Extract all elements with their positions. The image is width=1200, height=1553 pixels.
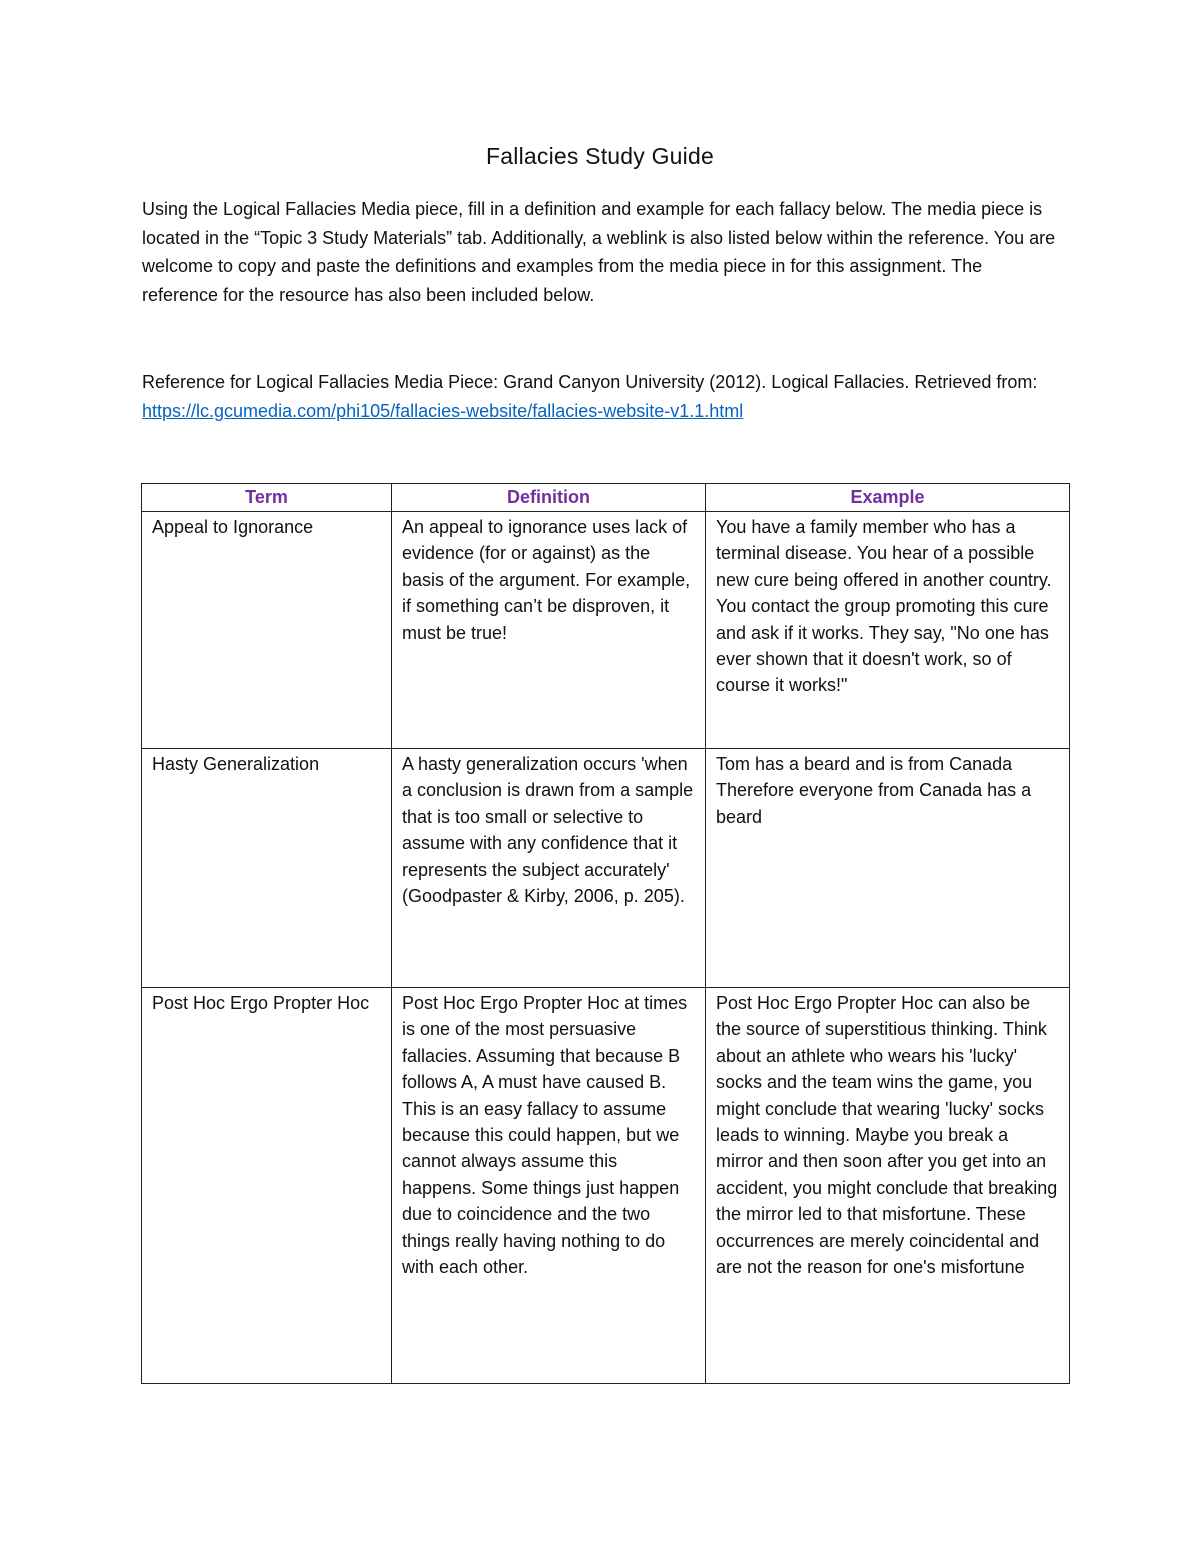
example-text: You have a family member who has a terminal disease. You hear of a possible new cure being offered in another country. You contact the group promoting this cure and ask if it works. They say, "No one has ever shown that it doesn't work, so of course it works!" [716, 517, 1052, 696]
table-row [142, 988, 1070, 1384]
intro-paragraph: Using the Logical Fallacies Media piece, fill in a definition and example for each fallacy below. The media piece is located in the “Topic 3 Study Materials” tab. Additionally, a weblink is also listed below within the reference. You are welcome to copy and paste the definitions and examples from the media piece in for this assignment. The reference for the resource has also been included below. [142, 199, 1056, 305]
example-cell [706, 988, 1070, 1384]
table-header-row [142, 484, 1070, 512]
example-cell [706, 749, 1070, 988]
term-cell [142, 988, 392, 1384]
definition-cell [392, 988, 706, 1384]
example-text-line-2: Therefore everyone from Canada has a beard [716, 780, 1032, 827]
example-text-line-1: Tom has a beard and is from Canada [716, 754, 1013, 774]
definition-cell [392, 512, 706, 749]
header-term: Term [142, 484, 392, 512]
term-text: Appeal to Ignorance [152, 517, 314, 537]
page-title: Fallacies Study Guide [486, 143, 714, 169]
term-cell [142, 512, 392, 749]
header-example: Example [706, 484, 1070, 512]
reference-link[interactable]: https://lc.gcumedia.com/phi105/fallacies-website/fallacies-website-v1.1.html [142, 400, 744, 421]
term-cell [142, 749, 392, 988]
fallacy-table [141, 483, 1070, 1384]
definition-text: Post Hoc Ergo Propter Hoc at times is one of the most persuasive fallacies. Assuming that because B follows A, A must have caused B. This is an easy fallacy to assume because this could happen, but we cannot always assume this happens. Some things just happen due to coincidence and the two things really having nothing to do with each other. [402, 993, 688, 1278]
reference-text: Reference for Logical Fallacies Media Piece: Grand Canyon University (2012). Logical Fallacies. Retrieved from: [142, 372, 1038, 392]
example-text: Post Hoc Ergo Propter Hoc can also be the source of superstitious thinking. Think about an athlete who wears his 'lucky' socks and the team wins the game, you might conclude that wearing 'lucky' socks leads to winning. Maybe you break a mirror and then soon after you get into an accident, you might conclude that breaking the mirror led to that misfortune. These occurrences are merely coincidental and are not the reason for one's misfortune [716, 993, 1058, 1278]
definition-text: A hasty generalization occurs 'when a conclusion is drawn from a sample that is too small or selective to assume with any confidence that it represents the subject accurately' (Goodpaster & Kirby, 2006, p. 205). [402, 754, 694, 907]
term-text: Post Hoc Ergo Propter Hoc [152, 993, 370, 1013]
reference-paragraph [142, 368, 1062, 425]
header-definition: Definition [392, 484, 706, 512]
table-row [142, 749, 1070, 988]
definition-cell [392, 749, 706, 988]
term-text: Hasty Generalization [152, 754, 320, 774]
example-cell [706, 512, 1070, 749]
definition-text: An appeal to ignorance uses lack of evidence (for or against) as the basis of the argument. For example, if something can’t be disproven, it must be true! [402, 517, 691, 643]
table-row [142, 512, 1070, 749]
